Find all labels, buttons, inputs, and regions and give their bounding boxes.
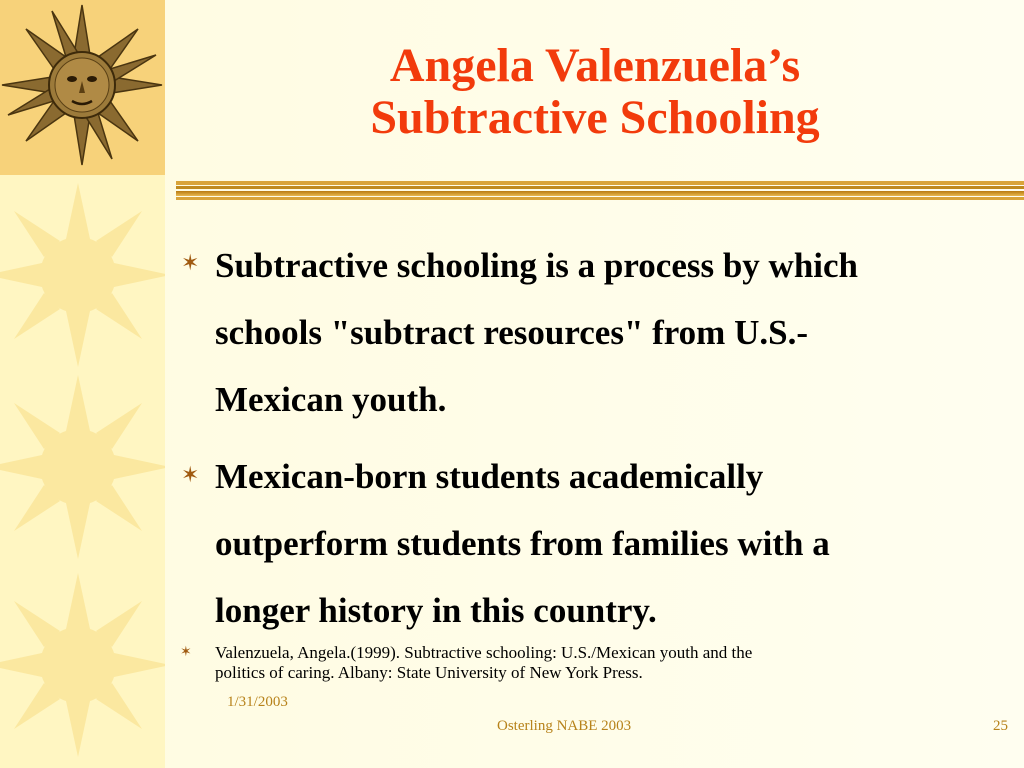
- footer-date: 1/31/2003: [227, 694, 288, 710]
- bullet-1-line-1: Subtractive schooling is a process by which: [215, 246, 859, 285]
- footer-presenter: Osterling NABE 2003: [497, 718, 632, 734]
- bullet-1-text: [215, 232, 985, 433]
- bullet-1-line-3: Mexican youth.: [215, 380, 447, 419]
- faint-sun-icon: [0, 565, 165, 765]
- faint-sun-icon: [0, 372, 165, 562]
- title-divider: [176, 181, 1024, 203]
- bullet-2-line-2: outperform students from families with a: [215, 524, 830, 563]
- bullet-2-line-1: Mexican-born students academically: [215, 457, 764, 496]
- bullet-2-line-3: longer history in this country.: [215, 591, 657, 630]
- reference-citation: [215, 643, 975, 683]
- bullet-1-line-2: schools "subtract resources" from U.S.-: [215, 313, 808, 352]
- slide-number: 25: [993, 718, 1008, 734]
- faint-sun-icon: [0, 180, 165, 370]
- bullet-star-icon: ✶: [180, 645, 192, 660]
- slide-title-line-2: Subtractive Schooling: [370, 91, 820, 144]
- sun-face-icon: [0, 0, 165, 175]
- sun-logo-tile: [0, 0, 165, 175]
- bullet-2-text: [215, 443, 985, 644]
- reference-line-1: Valenzuela, Angela.(1999). Subtractive schooling: U.S./Mexican youth and the: [215, 643, 753, 662]
- bullet-star-icon: ✶: [181, 250, 200, 275]
- decorative-sidebar: [0, 0, 165, 768]
- slide-title-line-1: Angela Valenzuela’s: [389, 39, 801, 92]
- reference-line-2: politics of caring. Albany: State University of New York Press.: [215, 663, 643, 682]
- bullet-star-icon: ✶: [181, 462, 200, 487]
- slide-title: [175, 40, 1015, 144]
